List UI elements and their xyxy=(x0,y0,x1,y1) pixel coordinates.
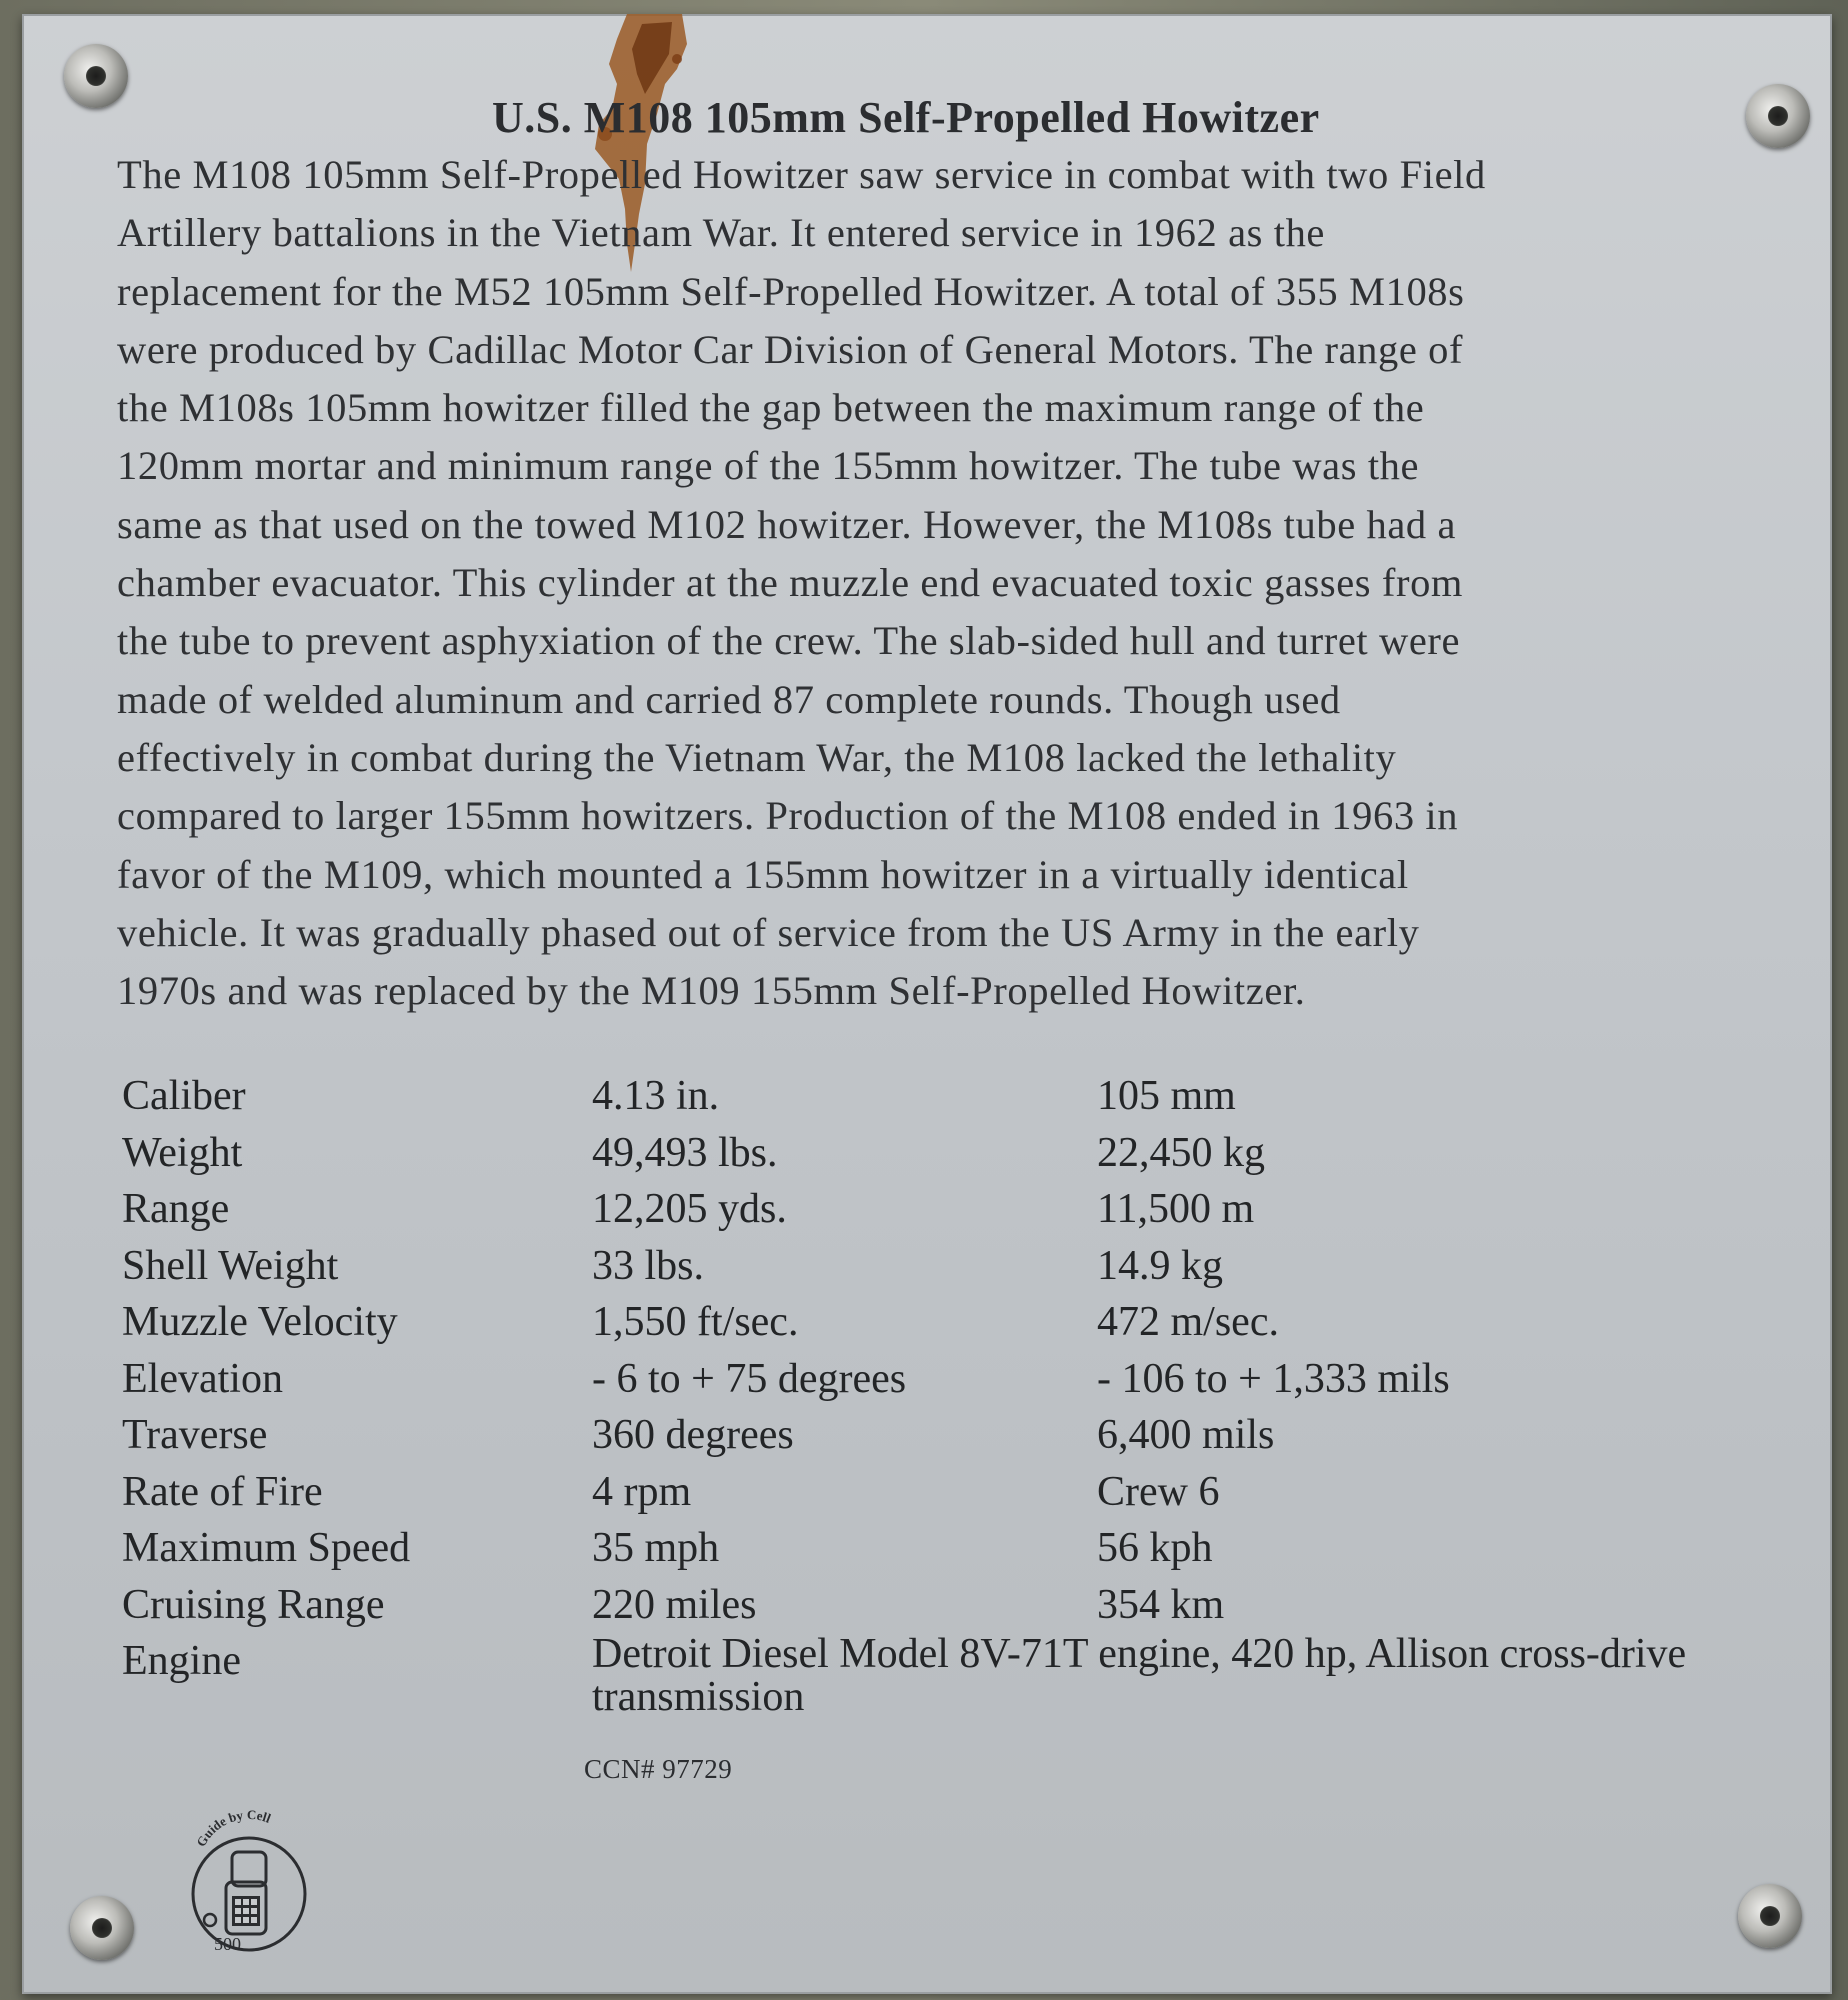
spec-row xyxy=(122,1468,1762,1525)
spec-metric-value: 22,450 kg xyxy=(1097,1129,1265,1176)
spec-row-engine xyxy=(122,1631,1762,1747)
description-line: the tube to prevent asphyxiation of the crew. The slab-sided hull and turret were xyxy=(117,618,1461,664)
description-line: the M108s 105mm howitzer filled the gap between the maximum range of the xyxy=(117,385,1425,431)
spec-imperial-value: 360 degrees xyxy=(592,1412,794,1458)
description-line: replacement for the M52 105mm Self-Propelled Howitzer. A total of 355 M108s xyxy=(117,268,1465,314)
spec-row xyxy=(122,1581,1762,1638)
spec-metric-value: Crew 6 xyxy=(1097,1468,1220,1515)
spec-imperial-value: 4 rpm xyxy=(592,1468,692,1515)
spec-metric-value: 14.9 kg xyxy=(1097,1242,1223,1289)
description-paragraph xyxy=(117,146,1817,1020)
description-line: same as that used on the towed M102 howitzer. However, the M108s tube had a xyxy=(117,501,1457,547)
description-line: The M108 105mm Self-Propelled Howitzer saw service in combat with two Field xyxy=(117,152,1486,197)
description-line: vehicle. It was gradually phased out of service from the US Army in the early xyxy=(117,909,1420,955)
info-plaque xyxy=(22,14,1832,1994)
spec-metric-value: 11,500 m xyxy=(1097,1186,1255,1232)
spec-label: Muzzle Velocity xyxy=(122,1299,398,1345)
spec-imperial-value: 33 lbs. xyxy=(592,1242,705,1289)
spec-imperial-value: - 6 to + 75 degrees xyxy=(592,1355,907,1402)
spec-metric-value: 354 km xyxy=(1097,1581,1225,1628)
spec-metric-value: 105 mm xyxy=(1097,1073,1236,1119)
spec-label: Cruising Range xyxy=(122,1581,385,1628)
spec-row xyxy=(122,1129,1762,1186)
description-line: compared to larger 155mm howitzers. Production of the M108 ended in 1963 in xyxy=(117,793,1459,839)
spec-imperial-value: 49,493 lbs. xyxy=(592,1129,778,1176)
spec-label: Elevation xyxy=(122,1355,283,1402)
spec-metric-value: 472 m/sec. xyxy=(1097,1299,1279,1345)
specifications-table xyxy=(122,1072,1762,1747)
guide-by-cell-number: 500 xyxy=(214,1934,241,1954)
engine-description: Detroit Diesel Model 8V-71T engine, 420 hp, Allison cross-drive transmission xyxy=(592,1631,1687,1720)
svg-text:Guide by Cell xyxy=(193,1807,273,1849)
spec-imperial-value: 220 miles xyxy=(592,1581,757,1628)
description-line: Artillery battalions in the Vietnam War. It entered service in 1962 as the xyxy=(117,210,1326,256)
spec-row xyxy=(122,1411,1762,1468)
spec-label: Engine xyxy=(122,1638,241,1684)
spec-metric-value: 6,400 mils xyxy=(1097,1412,1275,1458)
spec-imperial-value: 12,205 yds. xyxy=(592,1186,787,1232)
spec-label: Caliber xyxy=(122,1073,246,1119)
spec-label: Rate of Fire xyxy=(122,1468,323,1515)
description-line: effectively in combat during the Vietnam War, the M108 lacked the lethality xyxy=(117,734,1397,780)
spec-metric-value: - 106 to + 1,333 mils xyxy=(1097,1355,1450,1402)
description-line: made of welded aluminum and carried 87 complete rounds. Though used xyxy=(117,676,1341,722)
spec-row xyxy=(122,1355,1762,1412)
spec-label: Shell Weight xyxy=(122,1242,339,1289)
ccn-number: CCN# 97729 xyxy=(584,1754,733,1784)
description-line: 120mm mortar and minimum range of the 155mm howitzer. The tube was the xyxy=(117,443,1420,489)
guide-by-cell-logo-icon xyxy=(174,1794,324,1974)
spec-row xyxy=(122,1242,1762,1299)
plaque-title: U.S. M108 105mm Self-Propelled Howitzer xyxy=(492,93,1320,142)
spec-row xyxy=(122,1185,1762,1242)
screw-top-right-icon xyxy=(1746,84,1810,148)
spec-row xyxy=(122,1524,1762,1581)
spec-row xyxy=(122,1072,1762,1129)
spec-imperial-value: 4.13 in. xyxy=(592,1073,720,1119)
spec-imperial-value: 35 mph xyxy=(592,1525,720,1571)
spec-row xyxy=(122,1298,1762,1355)
spec-label: Maximum Speed xyxy=(122,1525,411,1571)
description-line: were produced by Cadillac Motor Car Division of General Motors. The range of xyxy=(117,326,1464,372)
spec-label: Range xyxy=(122,1186,230,1232)
guide-by-cell-label: Guide by Cell xyxy=(193,1806,273,1850)
spec-label: Weight xyxy=(122,1129,243,1176)
spec-label: Traverse xyxy=(122,1412,268,1458)
screw-bottom-right-icon xyxy=(1738,1884,1802,1948)
screw-top-left-icon xyxy=(64,44,128,108)
spec-metric-value: 56 kph xyxy=(1097,1525,1213,1571)
spec-imperial-value: 1,550 ft/sec. xyxy=(592,1299,799,1345)
screw-bottom-left-icon xyxy=(70,1896,134,1960)
description-line: chamber evacuator. This cylinder at the muzzle end evacuated toxic gasses from xyxy=(117,560,1464,606)
description-line: 1970s and was replaced by the M109 155mm Self-Propelled Howitzer. xyxy=(117,968,1306,1014)
description-line: favor of the M109, which mounted a 155mm howitzer in a virtually identical xyxy=(117,851,1409,897)
